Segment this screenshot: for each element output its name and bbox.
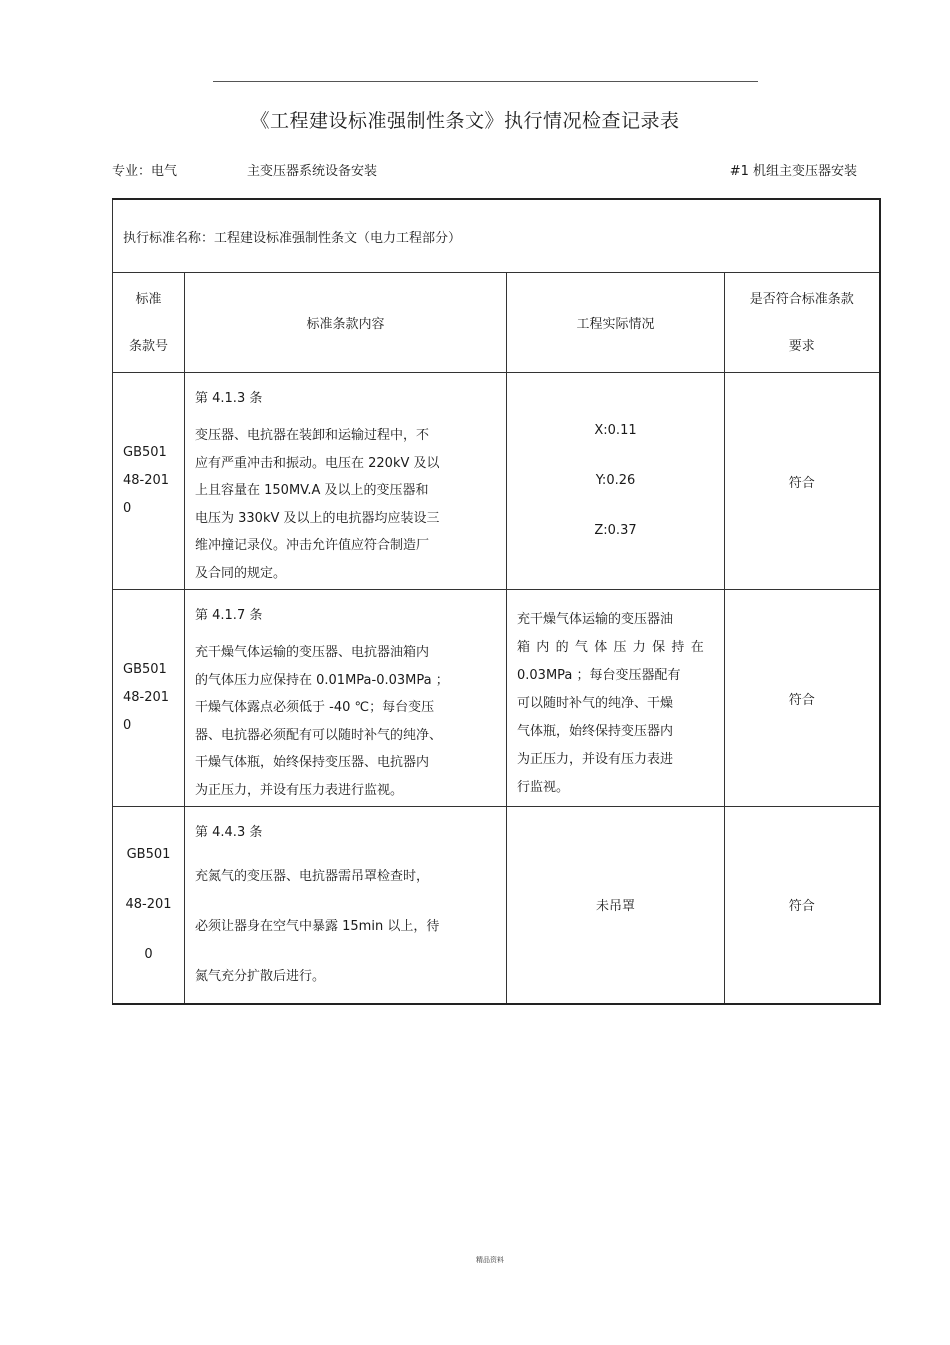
comply-status: 符合 [725,590,880,807]
clause-code: GB501 48-201 0 [113,807,185,1004]
header-row [113,273,880,373]
clause-content: 第 4.1.7 条 充干燥气体运输的变压器、电抗器油箱内 的气体压力应保持在 0.01MPa-0.03MPa ； 干燥气体露点必须低于 -40 ℃；每台变压 器、电抗器必须配有可以随时补气的纯净、 干燥气体瓶，始终保持变压器、电抗器内 为正压力，并设有压力表进行监视。 [185,590,507,807]
header-content: 标准条款内容 [185,273,507,373]
header-actual: 工程实际情况 [507,273,725,373]
meta-unit: #1 机组主变压器安装 [729,164,857,179]
header-comply [725,273,880,373]
actual-condition: 未吊罩 [507,807,725,1004]
table-row [113,807,880,1004]
clause-number: 第 4.4.3 条 [195,825,263,840]
table-row [113,590,880,807]
clause-code: GB501 48-201 0 [113,373,185,590]
top-rule [213,81,758,82]
header-clause-no-line1: 标准 [135,291,162,307]
clause-number: 第 4.1.3 条 [195,391,263,406]
header-clause-no-line2: 条款号 [128,338,168,354]
inspection-table [112,198,881,1005]
meta-system: 主变压器系统设备安装 [247,164,378,179]
actual-condition: 充干燥气体运输的变压器油 箱内的气体压力保持在 0.03MPa ；每台变压器配有 可以随时补气的纯净、干燥 气体瓶，始终保持变压器内 为正压力，并设有压力表进 行监视。 [507,590,725,807]
page-title: 《工程建设标准强制性条文》执行情况检查记录表 [250,110,680,132]
standard-name: 执行标准名称：工程建设标准强制性条文（电力工程部分） [113,199,880,273]
comply-status: 符合 [725,807,880,1004]
meta-specialty: 专业：电气 [112,164,178,179]
header-comply-line1: 是否符合标准条款 [749,291,854,307]
actual-condition: X:0.11 Y:0.26 Z:0.37 [507,373,725,590]
clause-content: 第 4.4.3 条 充氮气的变压器、电抗器需吊罩检查时， 必须让器身在空气中暴露 15min 以上，待 氮气充分扩散后进行。 [185,807,507,1004]
clause-content: 第 4.1.3 条 变压器、电抗器在装卸和运输过程中，不 应有严重冲击和振动。电压在 220kV 及以 上且容量在 150MV.A 及以上的变压器和 电压为 330kV 及以上的电抗器均应装设三 维冲撞记录仪。冲击允许值应符合制造厂 及合同的规定。 [185,373,507,590]
footer-watermark: 精品资料 [476,1256,504,1264]
comply-status: 符合 [725,373,880,590]
header-comply-line2: 要求 [788,338,815,354]
clause-code: GB501 48-201 0 [113,590,185,807]
clause-number: 第 4.1.7 条 [195,608,263,623]
standard-name-row [113,199,880,273]
table-row [113,373,880,590]
header-clause-no [113,273,185,373]
